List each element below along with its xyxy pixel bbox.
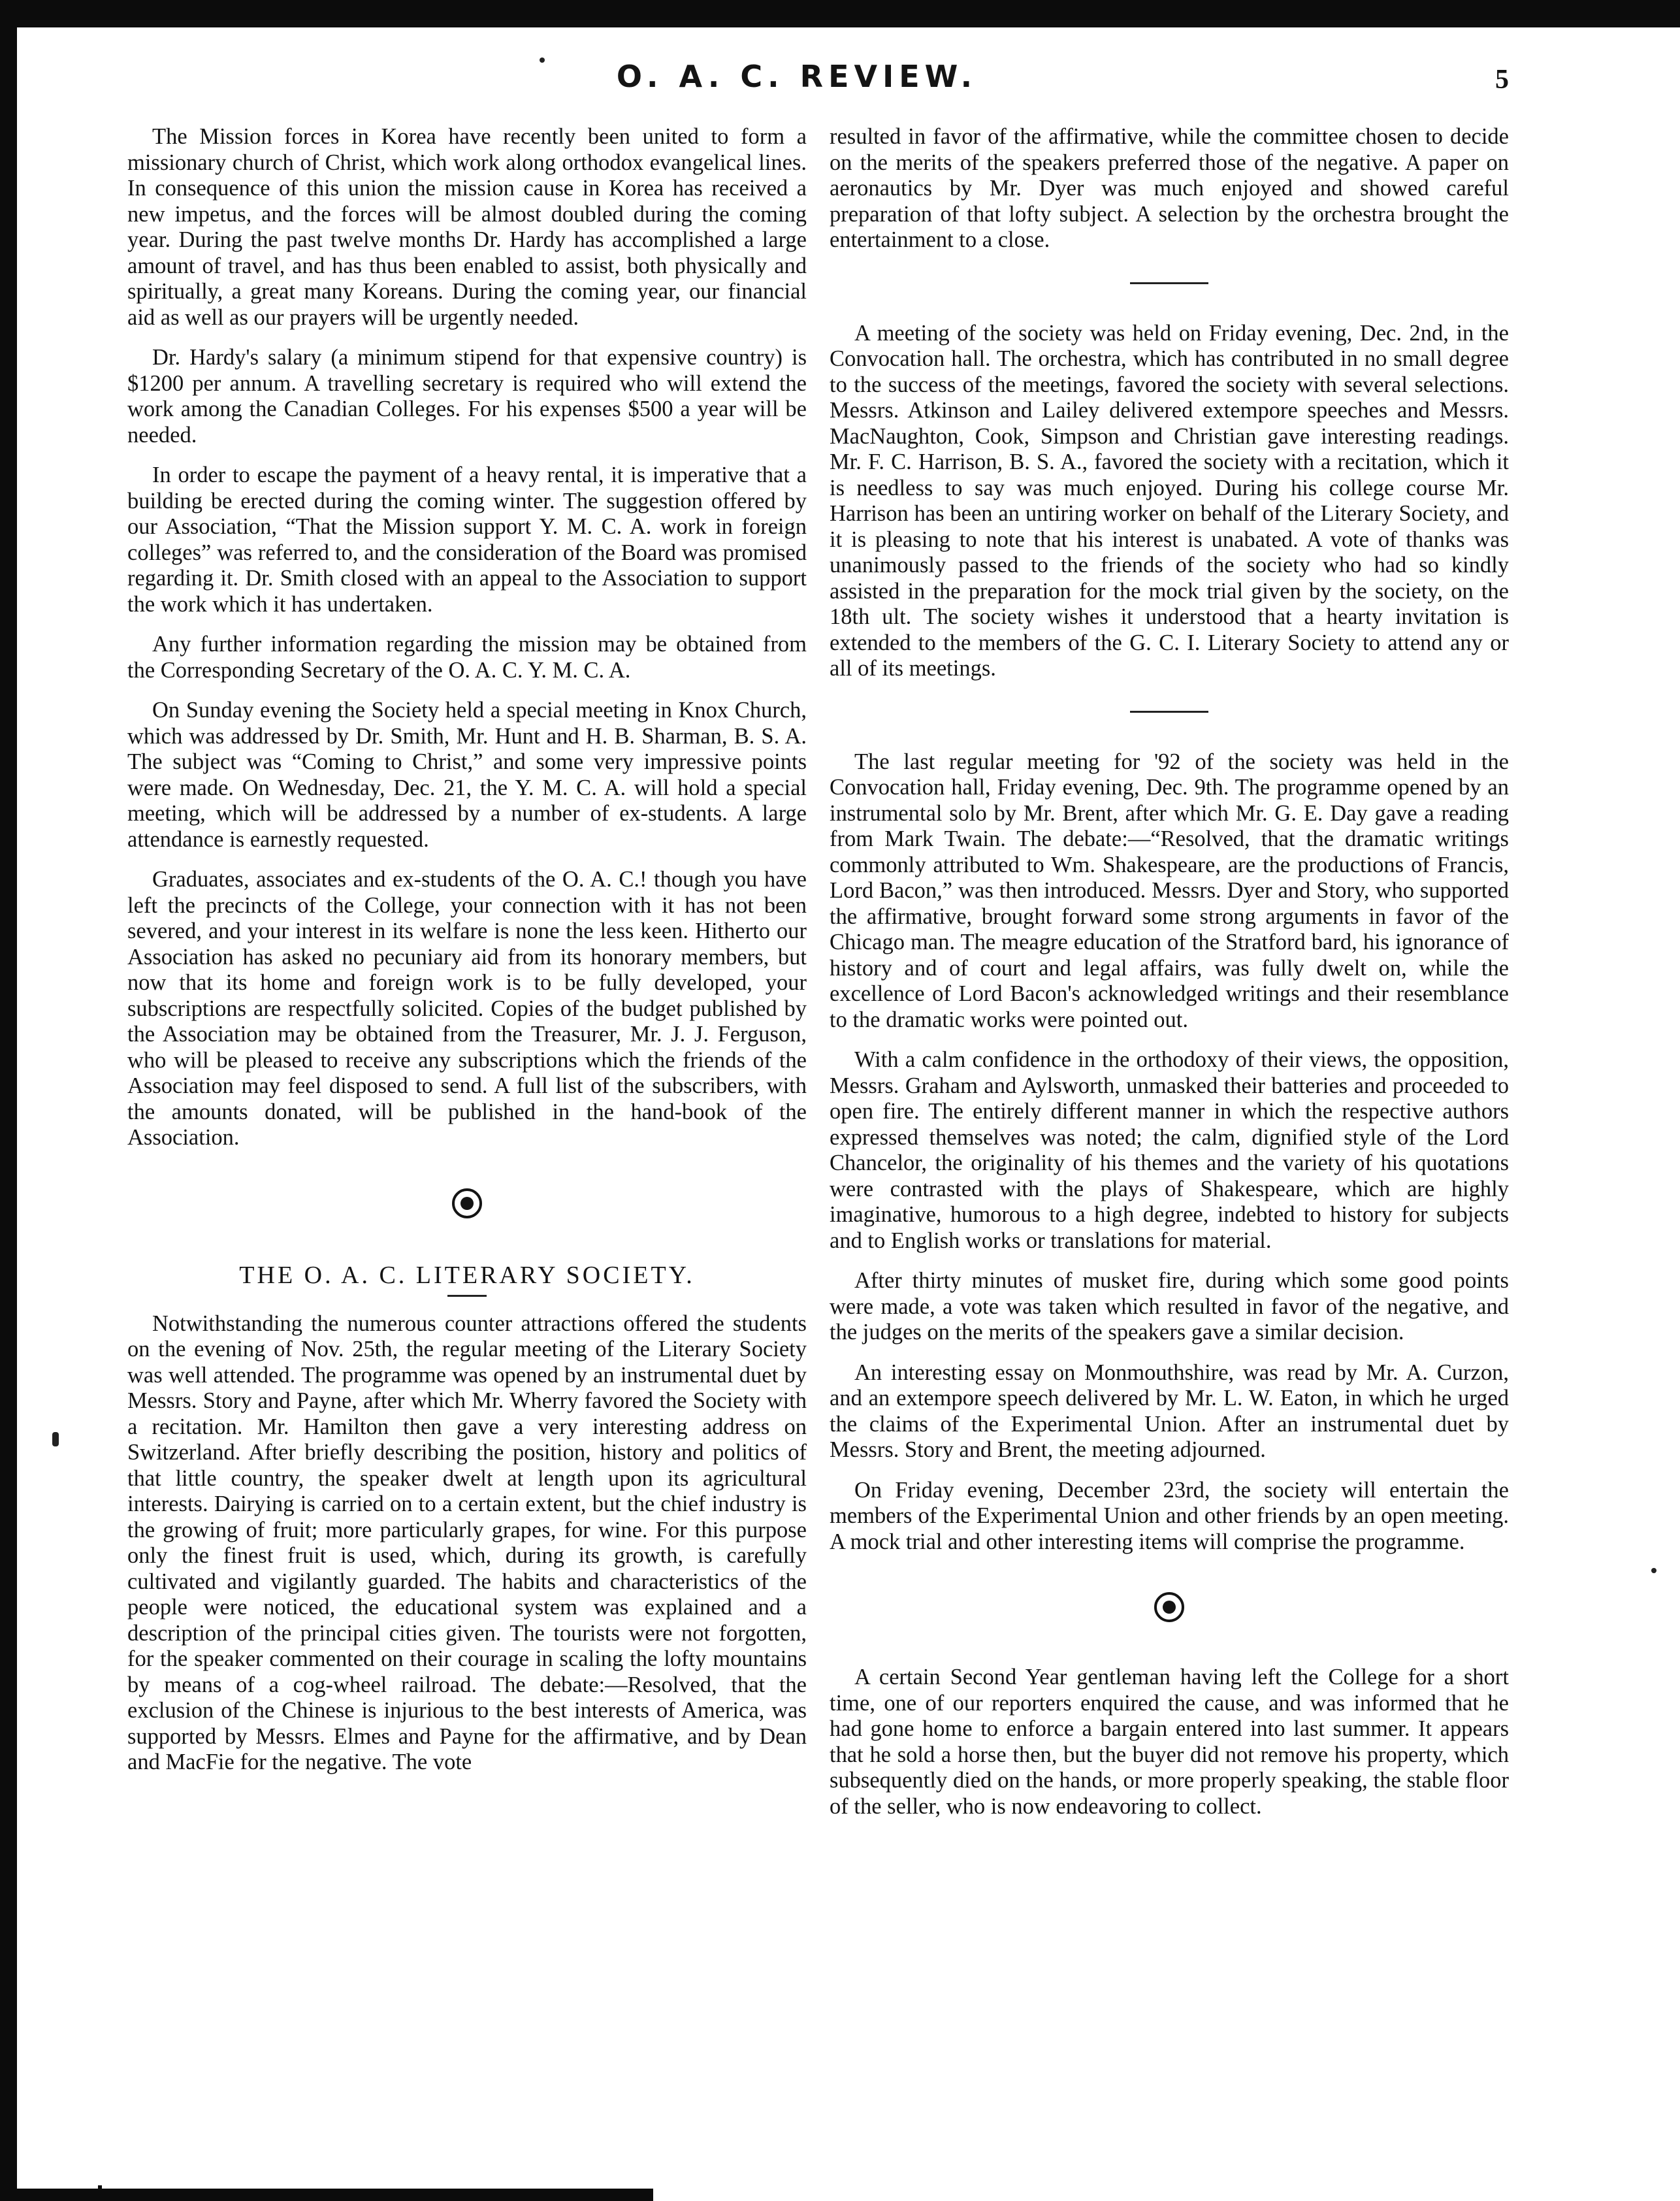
masthead-title: O. A. C. REVIEW.: [616, 59, 978, 94]
top-border-bar: [0, 0, 1680, 27]
page-number: 5: [1495, 65, 1509, 95]
article-paragraph: resulted in favor of the affirmative, while the committee chosen to decide on the merits of the speakers preferred those of the negative. A paper on aeronautics by Mr. Dyer was much enjoyed and showed careful preparation of that lofty subject. A selection by the orchestra brought the entertainment to a close.: [830, 124, 1509, 252]
article-paragraph: On Sunday evening the Society held a special meeting in Knox Church, which was addressed by Dr. Smith, Mr. Hunt and H. B. Sharman, B. S. A. The subject was “Coming to Christ,” and some very impressive points were made. On Wednesday, Dec. 21, the Y. M. C. A. will hold a special meeting, which will be addressed by a number of ex-students. A large attendance is earnestly requested.: [127, 698, 807, 852]
left-column: [127, 124, 807, 1790]
page-header: [85, 52, 1509, 111]
section-ornament-icon: [1154, 1591, 1185, 1623]
article-paragraph: Any further information regarding the mission may be obtained from the Corresponding Secretary of the O. A. C. Y. M. C. A.: [127, 632, 807, 683]
article-paragraph: With a calm confidence in the orthodoxy of their views, the opposition, Messrs. Graham and Aylsworth, unmasked their batteries and proceeded to open fire. The entirely different manner in which the respective authors expressed themselves was noted; the calm, dignified style of the Lord Chancelor, the originality of his themes and the variety of his quotations were contrasted with the plays of Shakespeare, which are highly imaginative, humorous to a high degree, indebted to history for subjects and to English works or translations for material.: [830, 1047, 1509, 1253]
article-paragraph: On Friday evening, December 23rd, the society will entertain the members of the Experimental Union and other friends by an open meeting. A mock trial and other interesting items will comprise the programme.: [830, 1477, 1509, 1554]
article-paragraph: Dr. Hardy's salary (a minimum stipend for that expensive country) is $1200 per annum. A travelling secretary is required who will extend the work among the Canadian Colleges. For his expenses $500 a year will be needed.: [127, 345, 807, 448]
article-paragraph: A certain Second Year gentleman having left the College for a short time, one of our reporters enquired the cause, and was informed that he had gone home to enforce a bargain entered into last summer. It appears that he sold a horse then, but the buyer did not remove his property, which subsequently died on the hands, or more properly speaking, the stable floor of the seller, who is now endeavoring to collect.: [830, 1665, 1509, 1819]
section-ornament-icon: [451, 1188, 483, 1219]
section-divider: [1130, 711, 1208, 713]
heading-rule: [447, 1295, 487, 1297]
article-paragraph: Graduates, associates and ex-students of the O. A. C.! though you have left the precincts of the College, your connection with it has not been severed, and your interest in its welfare is none the less keen. Hitherto our Association has asked no pecuniary aid from its honorary members, but now that its home and foreign work is to be fully developed, your subscriptions are respectfully solicited. Copies of the budget published by the Association may be obtained from the Treasurer, Mr. J. J. Ferguson, who will be pleased to receive any subscriptions which the friends of the Association may feel disposed to send. A full list of the subscribers, with the amounts donated, will be published in the hand-book of the Association.: [127, 867, 807, 1150]
stray-mark: [52, 1432, 59, 1446]
bottom-border-tick: [98, 2185, 102, 2201]
left-border-bar: [0, 27, 17, 2201]
article-paragraph: An interesting essay on Monmouthshire, was read by Mr. A. Curzon, and an extempore speech delivered by Mr. L. W. Eaton, in which he urged the claims of the Experimental Union. After an instrumental duet by Messrs. Story and Brent, the meeting adjourned.: [830, 1360, 1509, 1462]
article-paragraph: The Mission forces in Korea have recently been united to form a missionary church of Christ, which work along orthodox evangelical lines. In consequence of this union the mission cause in Korea has received a new impetus, and the forces will be almost doubled during the coming year. During the past twelve months Dr. Hardy has accomplished a large amount of travel, and has thus been enabled to assist, both physically and spiritually, a great many Koreans. During the coming year, our financial aid as well as our prayers will be urgently needed.: [127, 124, 807, 330]
right-column: [830, 124, 1509, 1834]
section-heading: THE O. A. C. LITERARY SOCIETY.: [239, 1261, 695, 1289]
article-paragraph: In order to escape the payment of a heavy rental, it is imperative that a building be erected during the coming winter. The suggestion offered by our Association, “That the Mission support Y. M. C. A. work in foreign colleges” was referred to, and the consideration of the Board was promised regarding it. Dr. Smith closed with an appeal to the Association to support the work which it has undertaken.: [127, 463, 807, 617]
section-divider: [1130, 282, 1208, 284]
article-paragraph: After thirty minutes of musket fire, during which some good points were made, a vote was taken which resulted in favor of the negative, and the judges on the merits of the speakers gave a similar decision.: [830, 1268, 1509, 1345]
article-paragraph: The last regular meeting for '92 of the society was held in the Convocation hall, Friday evening, Dec. 9th. The programme opened by an instrumental solo by Mr. Brent, after which Mr. G. E. Day gave a reading from Mark Twain. The debate:—“Resolved, that the dramatic writings commonly attributed to Wm. Shakespeare, are the productions of Francis, Lord Bacon,” was then introduced. Messrs. Dyer and Story, who supported the affirmative, brought forward some strong arguments in favor of the Chicago man. The meagre education of the Stratford bard, his ignorance of history and of court and legal affairs, was fully dwelt on, while the excellence of Lord Bacon's acknowledged writings and their resemblance to the dramatic works were pointed out.: [830, 749, 1509, 1032]
article-paragraph: Notwithstanding the numerous counter attractions offered the students on the evening of Nov. 25th, the regular meeting of the Literary Society was well attended. The programme was opened by an instrumental duet by Messrs. Story and Payne, after which Mr. Wherry favored the Society with a recitation. Mr. Hamilton then gave a very interesting address on Switzerland. After briefly describing the position, history and politics of that little country, the speaker dwelt at length upon its agricultural interests. Dairying is carried on to a certain extent, but the chief industry is the growing of fruit; more particularly grapes, for wine. For this purpose only the finest fruit is used, which, during its growth, is carefully cultivated and vigilantly guarded. The habits and characteristics of the people were noticed, the educational system was explained and a description of the principal cities given. The tourists were not forgotten, for the speaker commented on their courage in scaling the lofty mountains by means of a cog-wheel railroad. The debate:—Resolved, that the exclusion of the Chinese is injurious to the best interests of America, was supported by Messrs. Elmes and Payne for the affirmative, and by Dean and MacFie for the negative. The vote: [127, 1311, 807, 1774]
article-paragraph: A meeting of the society was held on Friday evening, Dec. 2nd, in the Convocation hall. The orchestra, which has contributed in no small degree to the success of the meetings, favored the society with several selections. Messrs. Atkinson and Lailey delivered extempore speeches and Messrs. MacNaughton, Cook, Simpson and Christian gave interesting readings. Mr. F. C. Harrison, B. S. A., favored the society with a recitation, which it is needless to say was much enjoyed. During his college course Mr. Harrison has been an untiring worker on behalf of the Literary Society, and it is pleasing to note that his interest is unabated. A vote of thanks was unanimously passed to the friends of the society who had so kindly assisted in the preparation for the mock trial given by the society, on the 18th ult. The society wishes it understood that a hearty invitation is extended to the members of the G. C. I. Literary Society to attend any or all of its meetings.: [830, 320, 1509, 681]
stray-mark: [1651, 1568, 1656, 1573]
